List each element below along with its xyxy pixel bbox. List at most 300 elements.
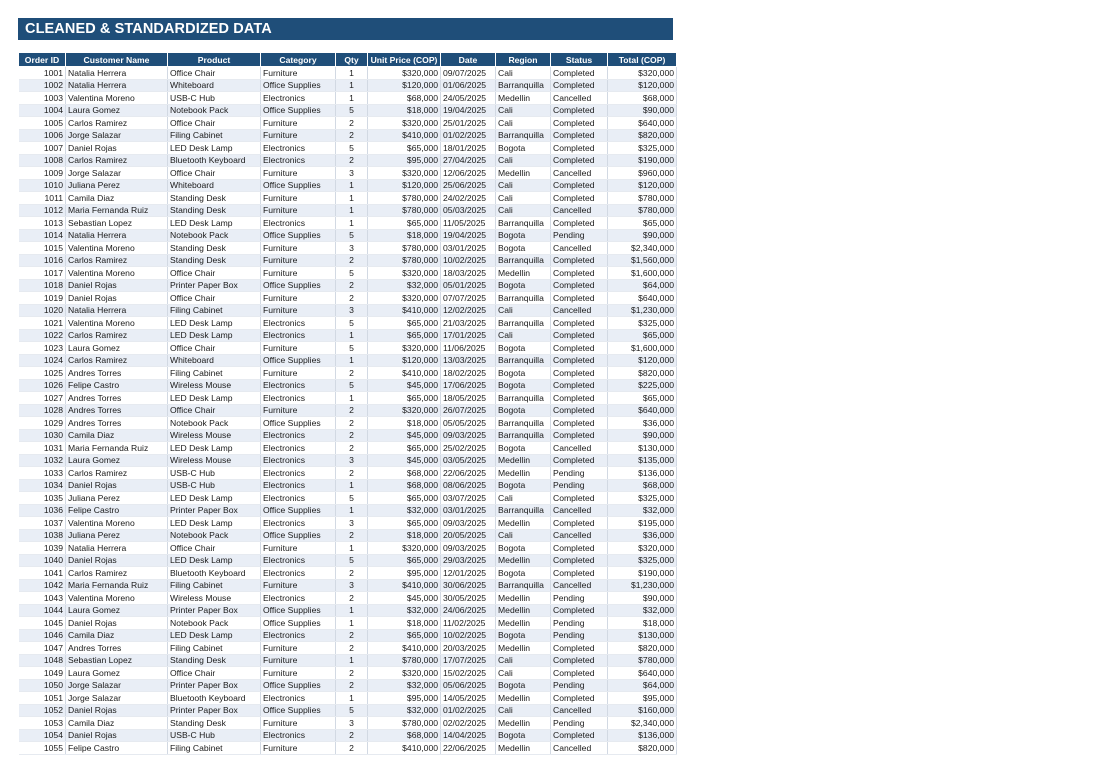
category-cell: Office Supplies bbox=[261, 279, 336, 292]
qty-cell: 1 bbox=[336, 604, 368, 617]
table-row bbox=[19, 529, 677, 542]
customer-name-cell: Laura Gomez bbox=[66, 454, 168, 467]
category-cell: Electronics bbox=[261, 154, 336, 167]
region-cell: Cali bbox=[496, 192, 551, 205]
table-row bbox=[19, 454, 677, 467]
order-id-cell: 1011 bbox=[19, 192, 66, 205]
unit-price-cell: $120,000 bbox=[368, 354, 441, 367]
table-row bbox=[19, 654, 677, 667]
order-id-cell: 1014 bbox=[19, 229, 66, 242]
status-cell: Completed bbox=[551, 192, 608, 205]
qty-cell: 5 bbox=[336, 229, 368, 242]
product-cell: Office Chair bbox=[168, 117, 261, 130]
region-cell: Cali bbox=[496, 179, 551, 192]
col-customer-name-header: Customer Name bbox=[66, 53, 168, 67]
product-cell: Standing Desk bbox=[168, 254, 261, 267]
customer-name-cell: Felipe Castro bbox=[66, 742, 168, 755]
customer-name-cell: Andres Torres bbox=[66, 392, 168, 405]
product-cell: Filing Cabinet bbox=[168, 367, 261, 380]
product-cell: Standing Desk bbox=[168, 192, 261, 205]
qty-cell: 1 bbox=[336, 617, 368, 630]
date-cell: 27/04/2025 bbox=[441, 154, 496, 167]
date-cell: 10/02/2025 bbox=[441, 254, 496, 267]
region-cell: Cali bbox=[496, 104, 551, 117]
qty-cell: 5 bbox=[336, 379, 368, 392]
region-cell: Cali bbox=[496, 654, 551, 667]
date-cell: 18/03/2025 bbox=[441, 267, 496, 280]
total-cell: $90,000 bbox=[608, 429, 677, 442]
order-id-cell: 1028 bbox=[19, 404, 66, 417]
region-cell: Cali bbox=[496, 67, 551, 80]
status-cell: Cancelled bbox=[551, 529, 608, 542]
qty-cell: 2 bbox=[336, 667, 368, 680]
table-row bbox=[19, 729, 677, 742]
date-cell: 22/06/2025 bbox=[441, 742, 496, 755]
table-row bbox=[19, 317, 677, 330]
table-row bbox=[19, 492, 677, 505]
product-cell: Notebook Pack bbox=[168, 417, 261, 430]
table-row bbox=[19, 279, 677, 292]
status-cell: Completed bbox=[551, 179, 608, 192]
total-cell: $90,000 bbox=[608, 592, 677, 605]
category-cell: Furniture bbox=[261, 254, 336, 267]
qty-cell: 2 bbox=[336, 429, 368, 442]
status-cell: Pending bbox=[551, 479, 608, 492]
total-cell: $640,000 bbox=[608, 117, 677, 130]
product-cell: USB-C Hub bbox=[168, 467, 261, 480]
status-cell: Completed bbox=[551, 517, 608, 530]
unit-price-cell: $68,000 bbox=[368, 479, 441, 492]
region-cell: Barranquilla bbox=[496, 292, 551, 305]
date-cell: 25/01/2025 bbox=[441, 117, 496, 130]
date-cell: 03/05/2025 bbox=[441, 454, 496, 467]
order-id-cell: 1045 bbox=[19, 617, 66, 630]
status-cell: Pending bbox=[551, 629, 608, 642]
order-id-cell: 1054 bbox=[19, 729, 66, 742]
category-cell: Electronics bbox=[261, 692, 336, 705]
order-id-cell: 1040 bbox=[19, 554, 66, 567]
qty-cell: 2 bbox=[336, 529, 368, 542]
date-cell: 14/04/2025 bbox=[441, 729, 496, 742]
category-cell: Office Supplies bbox=[261, 229, 336, 242]
table-row bbox=[19, 617, 677, 630]
product-cell: Filing Cabinet bbox=[168, 129, 261, 142]
qty-cell: 2 bbox=[336, 417, 368, 430]
customer-name-cell: Laura Gomez bbox=[66, 667, 168, 680]
unit-price-cell: $45,000 bbox=[368, 379, 441, 392]
order-id-cell: 1025 bbox=[19, 367, 66, 380]
region-cell: Medellin bbox=[496, 92, 551, 105]
category-cell: Electronics bbox=[261, 592, 336, 605]
customer-name-cell: Carlos Ramirez bbox=[66, 329, 168, 342]
region-cell: Medellin bbox=[496, 742, 551, 755]
qty-cell: 1 bbox=[336, 179, 368, 192]
date-cell: 07/07/2025 bbox=[441, 292, 496, 305]
total-cell: $640,000 bbox=[608, 404, 677, 417]
customer-name-cell: Juliana Perez bbox=[66, 529, 168, 542]
total-cell: $136,000 bbox=[608, 467, 677, 480]
status-cell: Pending bbox=[551, 467, 608, 480]
status-cell: Pending bbox=[551, 717, 608, 730]
unit-price-cell: $65,000 bbox=[368, 217, 441, 230]
qty-cell: 1 bbox=[336, 192, 368, 205]
customer-name-cell: Natalia Herrera bbox=[66, 542, 168, 555]
table-row bbox=[19, 379, 677, 392]
unit-price-cell: $95,000 bbox=[368, 567, 441, 580]
qty-cell: 2 bbox=[336, 629, 368, 642]
date-cell: 26/07/2025 bbox=[441, 404, 496, 417]
qty-cell: 1 bbox=[336, 504, 368, 517]
region-cell: Barranquilla bbox=[496, 417, 551, 430]
unit-price-cell: $320,000 bbox=[368, 542, 441, 555]
region-cell: Medellin bbox=[496, 592, 551, 605]
category-cell: Office Supplies bbox=[261, 679, 336, 692]
category-cell: Furniture bbox=[261, 167, 336, 180]
col-date-header: Date bbox=[441, 53, 496, 67]
table-row bbox=[19, 554, 677, 567]
table-row bbox=[19, 79, 677, 92]
status-cell: Completed bbox=[551, 317, 608, 330]
order-id-cell: 1006 bbox=[19, 129, 66, 142]
product-cell: Office Chair bbox=[168, 292, 261, 305]
table-row bbox=[19, 704, 677, 717]
category-cell: Electronics bbox=[261, 317, 336, 330]
date-cell: 03/07/2025 bbox=[441, 492, 496, 505]
date-cell: 09/07/2025 bbox=[441, 67, 496, 80]
status-cell: Completed bbox=[551, 279, 608, 292]
category-cell: Electronics bbox=[261, 492, 336, 505]
table-row bbox=[19, 129, 677, 142]
order-id-cell: 1024 bbox=[19, 354, 66, 367]
table-row bbox=[19, 404, 677, 417]
category-cell: Office Supplies bbox=[261, 354, 336, 367]
qty-cell: 5 bbox=[336, 554, 368, 567]
date-cell: 03/01/2025 bbox=[441, 504, 496, 517]
region-cell: Barranquilla bbox=[496, 254, 551, 267]
total-cell: $780,000 bbox=[608, 204, 677, 217]
table-row bbox=[19, 92, 677, 105]
col-region-header: Region bbox=[496, 53, 551, 67]
qty-cell: 5 bbox=[336, 104, 368, 117]
unit-price-cell: $65,000 bbox=[368, 329, 441, 342]
customer-name-cell: Natalia Herrera bbox=[66, 229, 168, 242]
qty-cell: 1 bbox=[336, 204, 368, 217]
status-cell: Completed bbox=[551, 692, 608, 705]
region-cell: Cali bbox=[496, 667, 551, 680]
status-cell: Completed bbox=[551, 267, 608, 280]
status-cell: Completed bbox=[551, 729, 608, 742]
unit-price-cell: $410,000 bbox=[368, 367, 441, 380]
order-id-cell: 1023 bbox=[19, 342, 66, 355]
category-cell: Electronics bbox=[261, 629, 336, 642]
total-cell: $780,000 bbox=[608, 192, 677, 205]
total-cell: $190,000 bbox=[608, 154, 677, 167]
region-cell: Bogota bbox=[496, 404, 551, 417]
total-cell: $1,600,000 bbox=[608, 342, 677, 355]
status-cell: Cancelled bbox=[551, 204, 608, 217]
total-cell: $1,230,000 bbox=[608, 304, 677, 317]
region-cell: Cali bbox=[496, 304, 551, 317]
date-cell: 20/03/2025 bbox=[441, 642, 496, 655]
unit-price-cell: $320,000 bbox=[368, 117, 441, 130]
date-cell: 18/05/2025 bbox=[441, 392, 496, 405]
total-cell: $90,000 bbox=[608, 104, 677, 117]
product-cell: Printer Paper Box bbox=[168, 704, 261, 717]
total-cell: $130,000 bbox=[608, 629, 677, 642]
date-cell: 12/06/2025 bbox=[441, 167, 496, 180]
date-cell: 25/06/2025 bbox=[441, 179, 496, 192]
qty-cell: 1 bbox=[336, 654, 368, 667]
category-cell: Electronics bbox=[261, 467, 336, 480]
total-cell: $36,000 bbox=[608, 417, 677, 430]
category-cell: Furniture bbox=[261, 242, 336, 255]
unit-price-cell: $780,000 bbox=[368, 717, 441, 730]
status-cell: Completed bbox=[551, 117, 608, 130]
total-cell: $325,000 bbox=[608, 142, 677, 155]
status-cell: Completed bbox=[551, 542, 608, 555]
date-cell: 22/06/2025 bbox=[441, 467, 496, 480]
order-id-cell: 1038 bbox=[19, 529, 66, 542]
status-cell: Completed bbox=[551, 367, 608, 380]
unit-price-cell: $65,000 bbox=[368, 629, 441, 642]
product-cell: Standing Desk bbox=[168, 204, 261, 217]
customer-name-cell: Andres Torres bbox=[66, 417, 168, 430]
order-id-cell: 1032 bbox=[19, 454, 66, 467]
unit-price-cell: $45,000 bbox=[368, 454, 441, 467]
unit-price-cell: $410,000 bbox=[368, 579, 441, 592]
table-row bbox=[19, 242, 677, 255]
qty-cell: 5 bbox=[336, 704, 368, 717]
category-cell: Electronics bbox=[261, 429, 336, 442]
status-cell: Completed bbox=[551, 454, 608, 467]
status-cell: Pending bbox=[551, 592, 608, 605]
date-cell: 30/06/2025 bbox=[441, 579, 496, 592]
total-cell: $160,000 bbox=[608, 704, 677, 717]
table-row bbox=[19, 604, 677, 617]
product-cell: Standing Desk bbox=[168, 242, 261, 255]
status-cell: Cancelled bbox=[551, 92, 608, 105]
date-cell: 19/04/2025 bbox=[441, 104, 496, 117]
status-cell: Completed bbox=[551, 254, 608, 267]
table-row bbox=[19, 329, 677, 342]
order-id-cell: 1027 bbox=[19, 392, 66, 405]
category-cell: Electronics bbox=[261, 379, 336, 392]
category-cell: Electronics bbox=[261, 554, 336, 567]
total-cell: $320,000 bbox=[608, 67, 677, 80]
total-cell: $65,000 bbox=[608, 217, 677, 230]
order-id-cell: 1026 bbox=[19, 379, 66, 392]
total-cell: $120,000 bbox=[608, 79, 677, 92]
date-cell: 05/06/2025 bbox=[441, 679, 496, 692]
qty-cell: 5 bbox=[336, 492, 368, 505]
status-cell: Completed bbox=[551, 654, 608, 667]
category-cell: Office Supplies bbox=[261, 79, 336, 92]
order-id-cell: 1055 bbox=[19, 742, 66, 755]
order-id-cell: 1052 bbox=[19, 704, 66, 717]
table-row bbox=[19, 667, 677, 680]
region-cell: Cali bbox=[496, 529, 551, 542]
qty-cell: 2 bbox=[336, 254, 368, 267]
status-cell: Pending bbox=[551, 229, 608, 242]
region-cell: Medellin bbox=[496, 467, 551, 480]
product-cell: Office Chair bbox=[168, 267, 261, 280]
status-cell: Completed bbox=[551, 342, 608, 355]
customer-name-cell: Jorge Salazar bbox=[66, 167, 168, 180]
date-cell: 09/03/2025 bbox=[441, 517, 496, 530]
qty-cell: 1 bbox=[336, 692, 368, 705]
total-cell: $820,000 bbox=[608, 642, 677, 655]
table-row bbox=[19, 267, 677, 280]
region-cell: Cali bbox=[496, 329, 551, 342]
order-id-cell: 1033 bbox=[19, 467, 66, 480]
region-cell: Bogota bbox=[496, 242, 551, 255]
table-body bbox=[19, 67, 677, 755]
order-id-cell: 1050 bbox=[19, 679, 66, 692]
customer-name-cell: Carlos Ramirez bbox=[66, 354, 168, 367]
customer-name-cell: Natalia Herrera bbox=[66, 67, 168, 80]
category-cell: Electronics bbox=[261, 217, 336, 230]
date-cell: 14/05/2025 bbox=[441, 692, 496, 705]
total-cell: $32,000 bbox=[608, 504, 677, 517]
data-table bbox=[18, 52, 677, 755]
region-cell: Bogota bbox=[496, 479, 551, 492]
region-cell: Medellin bbox=[496, 554, 551, 567]
product-cell: LED Desk Lamp bbox=[168, 492, 261, 505]
customer-name-cell: Daniel Rojas bbox=[66, 617, 168, 630]
date-cell: 20/05/2025 bbox=[441, 529, 496, 542]
product-cell: LED Desk Lamp bbox=[168, 517, 261, 530]
product-cell: Bluetooth Keyboard bbox=[168, 692, 261, 705]
qty-cell: 2 bbox=[336, 729, 368, 742]
order-id-cell: 1036 bbox=[19, 504, 66, 517]
region-cell: Barranquilla bbox=[496, 129, 551, 142]
status-cell: Completed bbox=[551, 417, 608, 430]
total-cell: $120,000 bbox=[608, 354, 677, 367]
product-cell: Office Chair bbox=[168, 667, 261, 680]
status-cell: Cancelled bbox=[551, 704, 608, 717]
total-cell: $325,000 bbox=[608, 492, 677, 505]
product-cell: LED Desk Lamp bbox=[168, 317, 261, 330]
status-cell: Completed bbox=[551, 354, 608, 367]
product-cell: USB-C Hub bbox=[168, 729, 261, 742]
product-cell: Filing Cabinet bbox=[168, 579, 261, 592]
unit-price-cell: $780,000 bbox=[368, 192, 441, 205]
date-cell: 18/01/2025 bbox=[441, 142, 496, 155]
table-row bbox=[19, 217, 677, 230]
qty-cell: 2 bbox=[336, 129, 368, 142]
qty-cell: 2 bbox=[336, 679, 368, 692]
status-cell: Completed bbox=[551, 404, 608, 417]
region-cell: Bogota bbox=[496, 367, 551, 380]
status-cell: Completed bbox=[551, 129, 608, 142]
total-cell: $320,000 bbox=[608, 542, 677, 555]
total-cell: $960,000 bbox=[608, 167, 677, 180]
status-cell: Completed bbox=[551, 292, 608, 305]
order-id-cell: 1016 bbox=[19, 254, 66, 267]
customer-name-cell: Jorge Salazar bbox=[66, 679, 168, 692]
date-cell: 05/01/2025 bbox=[441, 279, 496, 292]
table-row bbox=[19, 104, 677, 117]
region-cell: Barranquilla bbox=[496, 429, 551, 442]
table-row bbox=[19, 117, 677, 130]
col-product-header: Product bbox=[168, 53, 261, 67]
unit-price-cell: $32,000 bbox=[368, 604, 441, 617]
customer-name-cell: Andres Torres bbox=[66, 367, 168, 380]
customer-name-cell: Felipe Castro bbox=[66, 379, 168, 392]
table-row bbox=[19, 392, 677, 405]
qty-cell: 2 bbox=[336, 117, 368, 130]
status-cell: Cancelled bbox=[551, 504, 608, 517]
customer-name-cell: Maria Fernanda Ruiz bbox=[66, 579, 168, 592]
qty-cell: 3 bbox=[336, 454, 368, 467]
order-id-cell: 1048 bbox=[19, 654, 66, 667]
status-cell: Completed bbox=[551, 79, 608, 92]
category-cell: Furniture bbox=[261, 292, 336, 305]
category-cell: Electronics bbox=[261, 329, 336, 342]
table-row bbox=[19, 154, 677, 167]
category-cell: Furniture bbox=[261, 204, 336, 217]
category-cell: Furniture bbox=[261, 404, 336, 417]
date-cell: 12/01/2025 bbox=[441, 567, 496, 580]
qty-cell: 2 bbox=[336, 404, 368, 417]
status-cell: Completed bbox=[551, 604, 608, 617]
unit-price-cell: $95,000 bbox=[368, 154, 441, 167]
customer-name-cell: Camila Diaz bbox=[66, 717, 168, 730]
category-cell: Electronics bbox=[261, 442, 336, 455]
category-cell: Furniture bbox=[261, 742, 336, 755]
customer-name-cell: Valentina Moreno bbox=[66, 267, 168, 280]
customer-name-cell: Camila Diaz bbox=[66, 192, 168, 205]
unit-price-cell: $320,000 bbox=[368, 167, 441, 180]
unit-price-cell: $780,000 bbox=[368, 254, 441, 267]
order-id-cell: 1019 bbox=[19, 292, 66, 305]
category-cell: Electronics bbox=[261, 729, 336, 742]
date-cell: 17/07/2025 bbox=[441, 654, 496, 667]
col-order-id-header: Order ID bbox=[19, 53, 66, 67]
qty-cell: 5 bbox=[336, 267, 368, 280]
product-cell: LED Desk Lamp bbox=[168, 217, 261, 230]
table-row bbox=[19, 567, 677, 580]
date-cell: 01/06/2025 bbox=[441, 79, 496, 92]
product-cell: Standing Desk bbox=[168, 654, 261, 667]
total-cell: $130,000 bbox=[608, 442, 677, 455]
date-cell: 09/03/2025 bbox=[441, 429, 496, 442]
status-cell: Completed bbox=[551, 642, 608, 655]
total-cell: $780,000 bbox=[608, 654, 677, 667]
unit-price-cell: $32,000 bbox=[368, 679, 441, 692]
date-cell: 30/05/2025 bbox=[441, 592, 496, 605]
table-row bbox=[19, 742, 677, 755]
table-row bbox=[19, 692, 677, 705]
customer-name-cell: Carlos Ramirez bbox=[66, 117, 168, 130]
table-row bbox=[19, 467, 677, 480]
date-cell: 03/01/2025 bbox=[441, 242, 496, 255]
order-id-cell: 1037 bbox=[19, 517, 66, 530]
product-cell: Wireless Mouse bbox=[168, 592, 261, 605]
product-cell: Whiteboard bbox=[168, 79, 261, 92]
order-id-cell: 1012 bbox=[19, 204, 66, 217]
category-cell: Furniture bbox=[261, 267, 336, 280]
category-cell: Furniture bbox=[261, 129, 336, 142]
total-cell: $640,000 bbox=[608, 292, 677, 305]
unit-price-cell: $320,000 bbox=[368, 667, 441, 680]
col-unit-price-header: Unit Price (COP) bbox=[368, 53, 441, 67]
product-cell: LED Desk Lamp bbox=[168, 629, 261, 642]
col-total-header: Total (COP) bbox=[608, 53, 677, 67]
customer-name-cell: Daniel Rojas bbox=[66, 554, 168, 567]
table-row bbox=[19, 167, 677, 180]
customer-name-cell: Carlos Ramirez bbox=[66, 467, 168, 480]
